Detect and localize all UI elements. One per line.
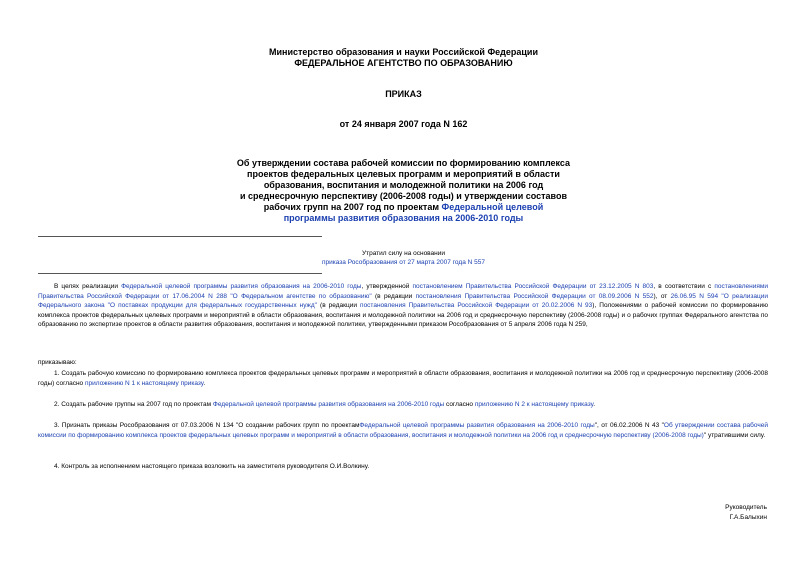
appendix-2-link[interactable]: приложению N 2 к настоящему приказу [474, 401, 594, 408]
intro-paragraph [38, 282, 768, 330]
item-3 [38, 421, 768, 440]
intro-link-decree-594[interactable]: 26.06.95 N 594 "О реализации Федерального закона "О поставках продукции для федеральных государственных нужд" [38, 292, 768, 310]
item-2-end: . [593, 401, 596, 408]
status-note-text: Утратил силу на основании [361, 250, 446, 257]
intro-link-program[interactable]: Федеральной целевой программы развития образования на 2006-2010 годы [121, 283, 362, 290]
agency-name: ФЕДЕРАЛЬНОЕ АГЕНТСТВО ПО ОБРАЗОВАНИЮ [294, 58, 513, 68]
title-line-5-text: рабочих групп на 2007 год по проектам [263, 202, 442, 212]
item-3-text: 3. Признать приказы Рособразования от 07.03.2006 N 134 "О создании рабочих групп по проектам [54, 422, 360, 429]
intro-text-2: , утвержденной [361, 283, 413, 290]
item-2-program-link[interactable]: Федеральной целевой программы развития образования на 2006-2010 годы [212, 401, 445, 408]
signature-name: Г.А.Балыхин [729, 514, 767, 521]
intro-link-decree-93[interactable]: постановления Правительства Российской Федерации от 20.02.2006 N 93 [360, 302, 593, 310]
title-line-1: Об утверждении состава рабочей комиссии по формированию комплекса [236, 158, 571, 168]
item-1 [38, 369, 768, 388]
doc-title [0, 158, 807, 224]
title-line-5 [0, 202, 807, 213]
intro-link-decree-552[interactable]: постановления Правительства Российской Федерации от 08.09.2006 N 552 [415, 292, 654, 300]
item-4: 4. Контроль за исполнением настоящего приказа возложить на заместителя руководителя О.И.Волкину. [54, 463, 370, 470]
title-line-3: образования, воспитания и молодежной политики на 2006 год [263, 180, 544, 190]
signature-block [725, 503, 767, 523]
orders-word: приказываю: [38, 359, 77, 366]
item-3-end: " утратившими силу. [703, 431, 766, 439]
intro-link-decree-288[interactable]: постановлениями Правительства Российской Федерации от 17.06.2004 N 288 "О Федеральном агентстве по образованию" [38, 283, 768, 300]
appendix-1-link[interactable]: приложению N 1 к настоящему приказу [84, 379, 204, 387]
item-3-program-link[interactable]: Федеральной целевой программы развития образования на 2006-2010 годы [359, 422, 595, 429]
item-1-text: 1. Создать рабочую комиссию по формированию комплекса проектов федеральных целевых программ и мероприятий в области образования, воспитания и молодежной политики на 2006 год и среднесрочную перспективу (2006-2008 годы) согласно [38, 370, 768, 387]
program-link-2[interactable]: программы развития образования на 2006-2010 годы [283, 213, 524, 223]
intro-text-4: (в редакции [371, 292, 416, 300]
document-header [0, 47, 807, 69]
signature-role: Руководитель [725, 504, 767, 511]
item-2-mid: согласно [444, 401, 475, 408]
title-line-4: и среднесрочную перспективу (2006-2008 годы) и утверждении составов [240, 191, 567, 201]
title-line-2: проектов федеральных целевых программ и мероприятий в области [247, 169, 560, 179]
program-link[interactable]: Федеральной целевой [441, 202, 544, 212]
ministry-name: Министерство образования и науки Российской Федерации [269, 47, 538, 57]
intro-text-7: ), Положениями о рабочей комиссии по формированию комплекса проектов федеральных целевых программ и мероприятий в области образования, воспитания и молодежной политики на 2006 год и среднесрочную перспективу (2006-2008 годы) и о рабочих группах Федерального агентства по образованию по экспертизе проектов в области развития образования, воспитания и молодежной политики, утвержденными приказом Рособразования от 5 апреля 2006 года N 259, [38, 302, 769, 329]
intro-text-5: ), от [653, 292, 671, 300]
item-3-mid: ", от 06.02.2006 N 43 " [594, 422, 664, 429]
divider-bottom [38, 273, 322, 274]
divider-top [38, 236, 322, 237]
intro-text-3: , в соответствии с [653, 283, 715, 290]
intro-text-6: (в редакции [317, 302, 361, 310]
status-note [0, 249, 807, 267]
item-2-text: 2. Создать рабочие группы на 2007 год по проектам [54, 401, 213, 408]
item-1-end: . [203, 379, 206, 387]
repeal-order-link[interactable]: приказа Рособразования от 27 марта 2007 года N 557 [322, 259, 485, 266]
intro-text-1: В целях реализации [54, 283, 122, 290]
item-2 [38, 400, 768, 410]
item-3-order-link[interactable]: Об утверждении состава рабочей комиссии по формированию комплекса проектов федеральных целевых программ и мероприятий в области образования, воспитания и молодежной политики на 2006 год и среднесрочную перспективу (2006-2008 годы) [38, 422, 768, 439]
doc-date: от 24 января 2007 года N 162 [339, 119, 468, 129]
doc-type: ПРИКАЗ [385, 89, 422, 99]
intro-link-decree-803[interactable]: постановлением Правительства Российской Федерации от 23.12.2005 N 803 [412, 283, 654, 290]
